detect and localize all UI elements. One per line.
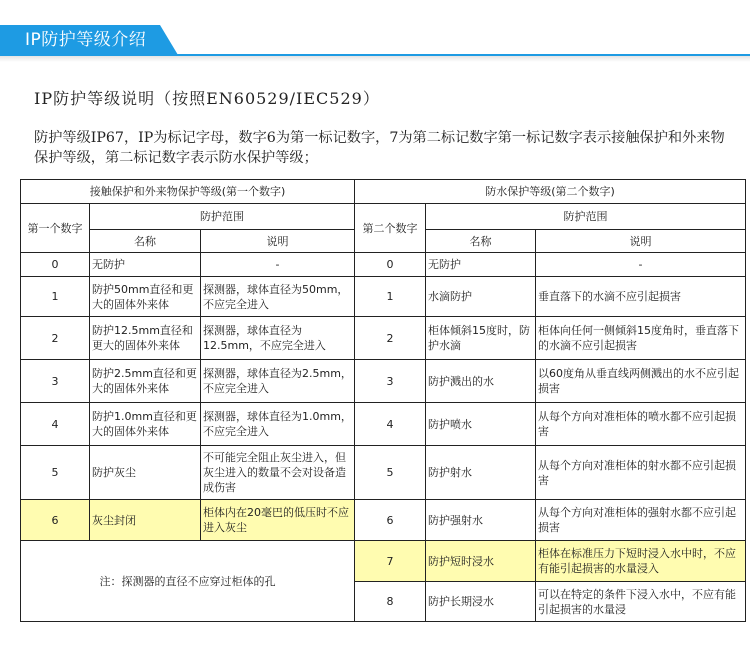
left-desc-header: 说明: [201, 230, 355, 253]
right-name-header: 名称: [426, 230, 536, 253]
right-name-cell: 无防护: [426, 253, 536, 277]
table-row: [21, 541, 746, 582]
right-num-cell: 7: [355, 541, 426, 582]
right-name-cell: 防护短时浸水: [426, 541, 536, 582]
ip-rating-table: [20, 179, 746, 622]
left-num-header: 第一个数字: [21, 204, 90, 253]
right-name-cell: 防护溅出的水: [426, 360, 536, 403]
right-name-cell: 防护强射水: [426, 500, 536, 541]
right-num-cell: 0: [355, 253, 426, 277]
right-desc-cell: 从每个方向对准柜体的强射水都不应引起损害: [536, 500, 746, 541]
header-shadow: [0, 56, 750, 62]
right-desc-cell: 从每个方向对准柜体的喷水都不应引起损害: [536, 403, 746, 446]
left-name-cell: 灰尘封闭: [90, 500, 201, 541]
right-desc-cell: 柜体向任何一侧倾斜15度角时，垂直落下的水滴不应引起损害: [536, 317, 746, 360]
table-row: [21, 253, 746, 277]
doc-paragraph: 防护等级IP67，IP为标记字母，数字6为第一标记数字，7为第二标记数字第一标记数字表示接触保护和外来物保护等级，第二标记数字表示防水保护等级；: [34, 130, 725, 166]
right-desc-cell: -: [536, 253, 746, 277]
left-name-cell: 防护50mm直径和更大的固体外来体: [90, 277, 201, 317]
right-num-cell: 6: [355, 500, 426, 541]
right-num-cell: 4: [355, 403, 426, 446]
right-name-cell: 水滴防护: [426, 277, 536, 317]
left-desc-cell: 不可能完全阻止灰尘进入，但灰尘进入的数量不会对设备造成伤害: [201, 446, 355, 500]
right-name-cell: 防护长期浸水: [426, 582, 536, 622]
table-note: 注：探测器的直径不应穿过柜体的孔: [21, 541, 355, 622]
left-desc-cell: -: [201, 253, 355, 277]
left-range-header: 防护范围: [90, 204, 355, 230]
table-row: [21, 446, 746, 500]
right-name-cell: 柜体倾斜15度时，防护水滴: [426, 317, 536, 360]
right-range-header: 防护范围: [426, 204, 746, 230]
left-num-cell: 5: [21, 446, 90, 500]
right-desc-header: 说明: [536, 230, 746, 253]
right-name-cell: 防护射水: [426, 446, 536, 500]
right-num-cell: 3: [355, 360, 426, 403]
table-row: [21, 277, 746, 317]
right-desc-cell: 垂直落下的水滴不应引起损害: [536, 277, 746, 317]
left-desc-cell: 探测器，球体直径为1.0mm，不应完全进入: [201, 403, 355, 446]
right-num-cell: 8: [355, 582, 426, 622]
left-name-cell: 防护1.0mm直径和更大的固体外来体: [90, 403, 201, 446]
right-num-header: 第二个数字: [355, 204, 426, 253]
left-num-cell: 2: [21, 317, 90, 360]
right-desc-cell: 以60度角从垂直线两侧溅出的水不应引起损害: [536, 360, 746, 403]
right-num-cell: 5: [355, 446, 426, 500]
left-desc-cell: 探测器，球体直径为50mm，不应完全进入: [201, 277, 355, 317]
doc-title: IP防护等级说明（按照EN60529/IEC529）: [34, 89, 380, 108]
left-num-cell: 1: [21, 277, 90, 317]
left-name-cell: 防护2.5mm直径和更大的固体外来体: [90, 360, 201, 403]
right-desc-cell: 从每个方向对准柜体的射水都不应引起损害: [536, 446, 746, 500]
left-desc-cell: 探测器，球体直径为12.5mm，不应完全进入: [201, 317, 355, 360]
left-name-cell: 防护12.5mm直径和更大的固体外来体: [90, 317, 201, 360]
table-row: [21, 360, 746, 403]
right-desc-cell: 可以在特定的条件下浸入水中，不应有能引起损害的水量浸: [536, 582, 746, 622]
section-header-title: IP防护等级介绍: [25, 30, 147, 50]
left-group-header: 接触保护和外来物保护等级(第一个数字): [21, 180, 355, 204]
left-num-cell: 0: [21, 253, 90, 277]
left-name-cell: 防护灰尘: [90, 446, 201, 500]
left-num-cell: 3: [21, 360, 90, 403]
left-name-header: 名称: [90, 230, 201, 253]
right-desc-cell: 柜体在标准压力下短时浸入水中时，不应有能引起损害的水量浸入: [536, 541, 746, 582]
section-header: [0, 0, 750, 56]
table-row: [21, 317, 746, 360]
left-desc-cell: 柜体内在20毫巴的低压时不应进入灰尘: [201, 500, 355, 541]
left-name-cell: 无防护: [90, 253, 201, 277]
right-group-header: 防水保护等级(第二个数字): [355, 180, 746, 204]
right-num-cell: 1: [355, 277, 426, 317]
right-name-cell: 防护喷水: [426, 403, 536, 446]
left-num-cell: 4: [21, 403, 90, 446]
table-row: [21, 403, 746, 446]
left-num-cell: 6: [21, 500, 90, 541]
table-row: [21, 500, 746, 541]
right-num-cell: 2: [355, 317, 426, 360]
left-desc-cell: 探测器，球体直径为2.5mm，不应完全进入: [201, 360, 355, 403]
